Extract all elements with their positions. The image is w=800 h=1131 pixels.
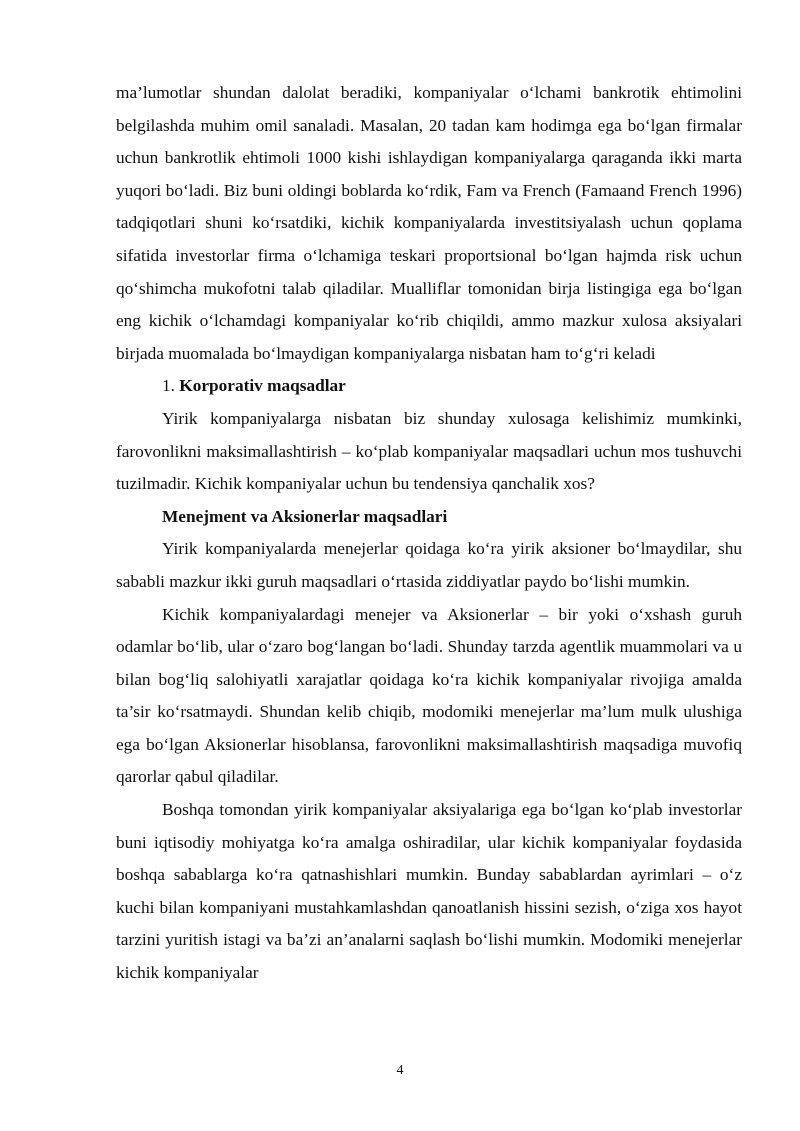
body-paragraph: Yirik kompaniyalarda menejerlar qoidaga ko‘ra yirik aksioner bo‘lmaydilar, shu sababli mazkur ikki guruh maqsadlari o‘rtasida ziddiyatlar paydo bo‘lishi mumkin. [116,539,742,591]
section-heading-corporate-goals [116,370,742,403]
body-paragraph: Boshqa tomondan yirik kompaniyalar aksiyalariga ega bo‘lgan ko‘plab investorlar buni iqtisodiy mohiyatga ko‘ra amalga oshiradilar, ular kichik kompaniyalar foydasida boshqa sabablarga ko‘ra qatnashishlari mumkin. Bunday sabablardan ayrimlari – o‘z kuchi bilan kompaniyani mustahkamlashdan qanoatlanish hissini sezish, o‘ziga xos hayot tarzini yuritish istagi va ba’zi an’analarni saqlash bo‘lishi mumkin. Modomiki menejerlar kichik kompaniyalar [116,800,742,983]
body-paragraph: ma’lumotlar shundan dalolat beradiki, kompaniyalar o‘lchami bankrotik ehtimolini belgilashda muhim omil sanaladi. Masalan, 20 tadan kam hodimga ega bo‘lgan firmalar uchun bankrotlik ehtimoli 1000 kishi ishlaydigan kompaniyalarga qaraganda ikki marta yuqori bo‘ladi. Biz buni oldingi boblarda ko‘rdik, Fam va French (Famaand French 1996) tadqiqotlari shuni ko‘rsatdiki, kichik kompaniyalarda investitsiyalash uchun qoplama sifatida investorlar firma o‘lchamiga teskari proportsional bo‘lgan hajmda risk uchun qo‘shimcha mukofotni talab qiladilar. Mualliflar tomonidan birja listingiga ega bo‘lgan eng kichik o‘lchamdagi kompaniyalar ko‘rib chiqildi, ammo mazkur xulosa aksiyalari birjada muomalada bo‘lmaydigan kompaniyalarga nisbatan ham to‘g‘ri keladi [116,83,742,363]
body-paragraph: Kichik kompaniyalardagi menejer va Aksionerlar – bir yoki o‘xshash guruh odamlar bo‘lib, ular o‘zaro bog‘langan bo‘ladi. Shunday tarzda agentlik muammolari va u bilan bog‘liq salohiyatli xarajatlar qoidaga ko‘ra kichik kompaniyalar rivojiga amalda ta’sir ko‘rsatmaydi. Shundan kelib chiqib, modomiki menejerlar ma’lum mulk ulushiga ega bo‘lgan Aksionerlar hisoblansa, farovonlikni maksimallashtirish maqsadiga muvofiq qarorlar qabul qiladilar. [116,604,742,787]
page-number: 4 [396,1063,404,1078]
body-paragraph: Yirik kompaniyalarga nisbatan biz shunday xulosaga kelishimiz mumkinki, farovonlikni maksimallashtirish – ko‘plab kompaniyalar maqsadlari uchun mos tushuvchi tuzilmadir. Kichik kompaniyalar uchun bu tendensiya qanchalik xos? [116,408,742,494]
heading-number: 1. [162,376,180,396]
document-page [116,77,742,990]
section-heading-management-shareholders: Menejment va Aksionerlar maqsadlari [162,506,448,526]
heading-title: Korporativ maqsadlar [179,376,346,396]
